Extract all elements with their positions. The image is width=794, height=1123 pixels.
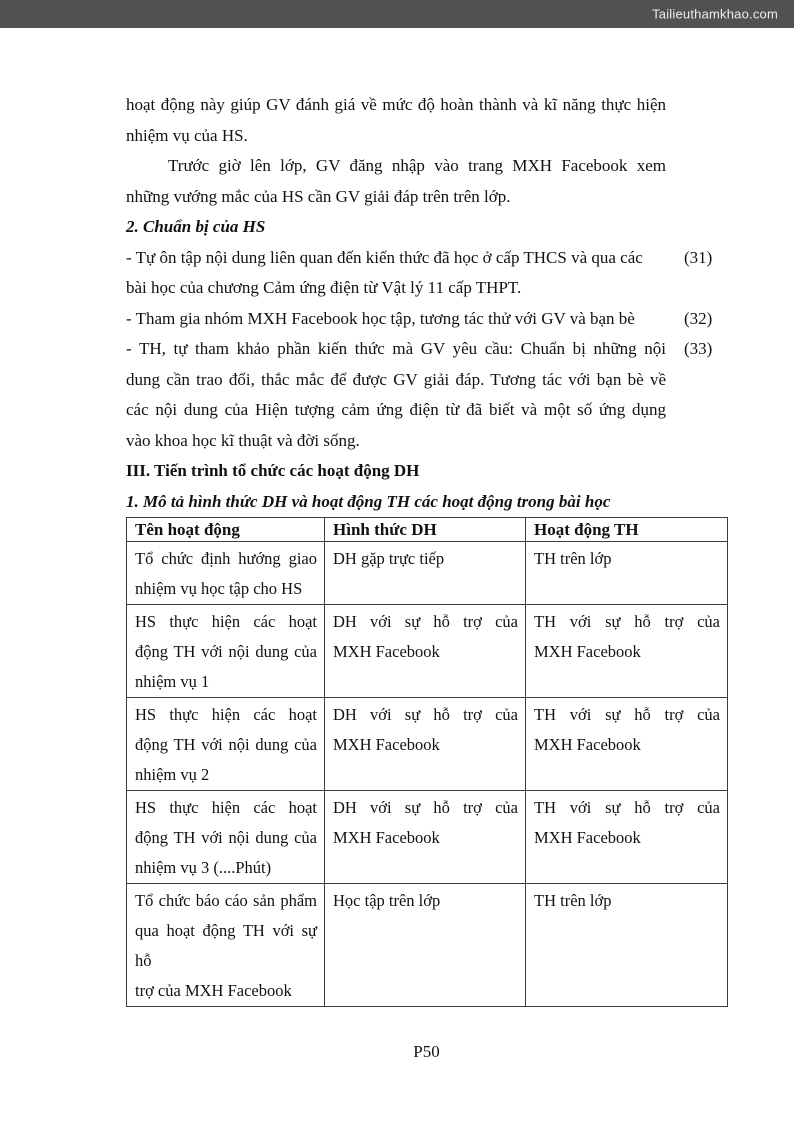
table-cell [526,698,728,791]
paragraph-line [126,334,713,365]
table-row [127,884,728,1007]
cell-line: DH với sự hỗ trợ của [333,705,518,724]
table-cell [526,605,728,698]
paragraph-line [126,304,713,335]
paragraph-line: Trước giờ lên lớp, GV đăng nhập vào trang MXH Facebook xem [168,156,666,175]
table-cell [325,791,526,884]
margin-note: (33) [684,339,713,358]
paragraph-line-text: - Tự ôn tập nội dung liên quan đến kiến thức đã học ở cấp THCS và qua các [126,247,643,267]
table-header-cell: Hình thức DH [325,518,526,542]
paragraph-line: dung cần trao đổi, thắc mắc để được GV giải đáp. Tương tác với bạn bè về [126,369,666,389]
site-watermark: Tailieuthamkhao.com [652,6,778,22]
paragraph-line: hoạt động này giúp GV đánh giá về mức độ hoàn thành và kĩ năng thực hiện [126,95,666,114]
paragraph-line-text: - Tham gia nhóm MXH Facebook học tập, tương tác thử với GV và bạn bè [126,308,635,328]
cell-line: MXH Facebook [534,735,641,754]
table-cell [325,605,526,698]
margin-note: (32) [684,308,713,328]
paragraph-line [126,243,713,274]
cell-line: động TH với nội dung của [135,735,317,754]
table-cell [127,791,325,884]
cell-line: nhiệm vụ học tập cho HS [135,579,303,598]
table-cell [526,884,728,1007]
cell-line: Tổ chức định hướng giao [135,549,317,568]
cell-line: DH gặp trực tiếp [333,549,445,568]
paragraph-line-text: - TH, tự tham khảo phần kiến thức mà GV yêu cầu: Chuẩn bị những nội [126,339,666,358]
table-header-cell: Tên hoạt động [127,518,325,542]
cell-line: TH với sự hỗ trợ của [534,705,720,724]
cell-line: Tổ chức báo cáo sản phẩm [135,891,317,910]
table-cell [325,542,526,605]
table-cell [127,605,325,698]
table-cell [127,698,325,791]
activities-table-wrapper [126,517,728,1007]
table-row [127,698,728,791]
cell-line: MXH Facebook [333,828,440,847]
cell-line: TH trên lớp [534,549,612,568]
cell-line: Học tập trên lớp [333,891,441,910]
section-heading-tien-trinh: III. Tiến trình tổ chức các hoạt động DH [126,461,420,480]
paragraph-line: những vướng mắc của HS cần GV giải đáp trên trên lớp. [126,186,511,206]
cell-line: MXH Facebook [534,828,641,847]
table-row [127,542,728,605]
cell-line: nhiệm vụ 3 (....Phút) [135,858,272,877]
table-cell [526,791,728,884]
table-cell [127,542,325,605]
section-heading-mo-ta: 1. Mô tả hình thức DH và hoạt động TH các hoạt động trong bài học [126,491,611,511]
cell-line: DH với sự hỗ trợ của [333,798,518,817]
cell-line: TH trên lớp [534,891,612,910]
document-body [126,90,713,517]
paragraph-line: bài học của chương Cảm ứng điện từ Vật lý 11 cấp THPT. [126,278,522,297]
cell-line: nhiệm vụ 2 [135,765,210,784]
paragraph-line: các nội dung của Hiện tượng cảm ứng điện từ đã biết và một số ứng dụng [126,400,666,419]
cell-line: HS thực hiện các hoạt [135,798,317,817]
cell-line: MXH Facebook [333,642,440,661]
watermark-bar [0,0,794,28]
table-cell [325,884,526,1007]
margin-note: (31) [684,247,713,267]
activities-table [126,517,728,1007]
paragraph-line: vào khoa học kĩ thuật và đời sống. [126,430,360,450]
table-cell [526,542,728,605]
table-header-cell: Hoạt động TH [526,518,728,542]
paragraph-line: nhiệm vụ của HS. [126,125,248,145]
cell-line: nhiệm vụ 1 [135,672,210,691]
table-row [127,791,728,884]
cell-line: trợ của MXH Facebook [135,981,292,1000]
table-row [127,605,728,698]
table-cell [325,698,526,791]
cell-line: HS thực hiện các hoạt [135,705,317,724]
cell-line: động TH với nội dung của [135,642,317,661]
cell-line: DH với sự hỗ trợ của [333,612,518,631]
cell-line: qua hoạt động TH với sự hỗ [135,921,317,970]
cell-line: động TH với nội dung của [135,828,317,847]
cell-line: TH với sự hỗ trợ của [534,798,720,817]
section-heading-chuan-bi-hs: 2. Chuẩn bị của HS [126,217,266,236]
cell-line: TH với sự hỗ trợ của [534,612,720,631]
cell-line: HS thực hiện các hoạt [135,612,317,631]
cell-line: MXH Facebook [333,735,440,754]
table-cell [127,884,325,1007]
page-number: P50 [413,1042,440,1061]
table-header-row [127,518,728,542]
cell-line: MXH Facebook [534,642,641,661]
